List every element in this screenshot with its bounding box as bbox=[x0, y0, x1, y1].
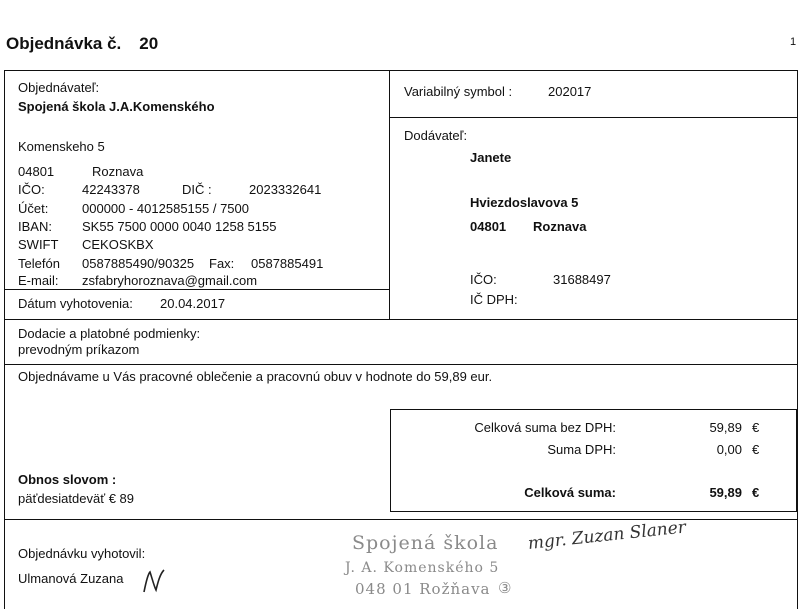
orderer-label: Objednávateľ: bbox=[18, 80, 100, 95]
orderer-ico-label: IČO: bbox=[18, 182, 45, 197]
issue-date: 20.04.2017 bbox=[160, 296, 226, 311]
orderer-dic: 2023332641 bbox=[249, 182, 322, 197]
orderer-name: Spojená škola J.A.Komenského bbox=[18, 99, 215, 114]
supplier-label: Dodávateľ: bbox=[404, 128, 468, 143]
orderer-iban: SK55 7500 0000 0040 1258 5155 bbox=[82, 219, 277, 234]
initials-signature bbox=[140, 566, 170, 596]
orderer-ico: 42243378 bbox=[82, 182, 140, 197]
orderer-swift: CEKOSKBX bbox=[82, 237, 154, 252]
terms-value: prevodným príkazom bbox=[18, 342, 140, 357]
stamp-line-2: J. A. Komenského 5 bbox=[345, 560, 500, 576]
supplier-city: Roznava bbox=[533, 219, 587, 234]
order-number: 20 bbox=[139, 34, 159, 53]
orderer-phone: 0587885490/90325 bbox=[82, 256, 195, 271]
left-border bbox=[4, 70, 5, 609]
total-without-vat: 59,89 bbox=[709, 420, 742, 435]
orderer-street: Komenskeho 5 bbox=[18, 139, 105, 154]
orderer-iban-label: IBAN: bbox=[18, 219, 52, 234]
supplier-zip: 04801 bbox=[470, 219, 507, 234]
supplier-icdph-label: IČ DPH: bbox=[470, 292, 518, 307]
date-divider bbox=[4, 289, 390, 290]
orderer-phone-label: Telefón bbox=[18, 256, 60, 271]
vat-amount: 0,00 bbox=[716, 442, 742, 457]
variable-symbol-value: 202017 bbox=[548, 84, 592, 99]
supplier-street: Hviezdoslavova 5 bbox=[470, 195, 579, 210]
supplier-ico: 31688497 bbox=[553, 272, 611, 287]
stamp-line-3: 048 01 Rožňava bbox=[355, 580, 491, 598]
page-number: 1 bbox=[790, 36, 797, 48]
terms-top-divider bbox=[4, 319, 798, 320]
grand-total-label: Celková suma: bbox=[524, 485, 616, 500]
orderer-dic-label: DIČ : bbox=[182, 182, 212, 197]
orderer-fax: 0587885491 bbox=[251, 256, 324, 271]
issued-by-label: Objednávku vyhotovil: bbox=[18, 546, 146, 561]
orderer-swift-label: SWIFT bbox=[18, 237, 59, 252]
currency-2: € bbox=[752, 442, 760, 457]
middle-divider bbox=[389, 70, 390, 320]
right-border bbox=[797, 70, 798, 609]
supplier-name: Janete bbox=[470, 150, 512, 165]
stamp-line-1: Spojená škola bbox=[352, 532, 499, 554]
grand-total: 59,89 bbox=[709, 485, 742, 500]
signature: mgr. Zuzan Slaner bbox=[526, 517, 687, 554]
terms-label: Dodacie a platobné podmienky: bbox=[18, 326, 201, 341]
title-label: Objednávka č. bbox=[6, 34, 122, 53]
variable-symbol-label: Variabilný symbol : bbox=[404, 84, 513, 99]
vs-divider bbox=[390, 117, 798, 118]
currency-3: € bbox=[752, 485, 760, 500]
order-text-divider bbox=[4, 364, 798, 365]
total-without-vat-label: Celková suma bez DPH: bbox=[474, 420, 616, 435]
stamp-mark: ③ bbox=[498, 579, 512, 597]
issued-by-name: Ulmanová Zuzana bbox=[18, 571, 124, 586]
top-border bbox=[4, 70, 798, 71]
issue-date-label: Dátum vyhotovenia: bbox=[18, 296, 133, 311]
supplier-ico-label: IČO: bbox=[470, 272, 497, 287]
order-text: Objednávame u Vás pracovné oblečenie a pracovnú obuv v hodnote do 59,89 eur. bbox=[18, 369, 493, 384]
document-title bbox=[6, 34, 158, 54]
orderer-account-label: Účet: bbox=[18, 201, 49, 216]
orderer-account: 000000 - 4012585155 / 7500 bbox=[82, 201, 249, 216]
currency-1: € bbox=[752, 420, 760, 435]
orderer-email-label: E-mail: bbox=[18, 273, 59, 288]
orderer-fax-label: Fax: bbox=[209, 256, 235, 271]
orderer-email: zsfabryhoroznava@gmail.com bbox=[82, 273, 258, 288]
vat-label: Suma DPH: bbox=[547, 442, 616, 457]
orderer-city: Roznava bbox=[92, 164, 144, 179]
in-words-label: Obnos slovom : bbox=[18, 472, 117, 487]
in-words-value: päťdesiatdeväť € 89 bbox=[18, 491, 135, 506]
orderer-zip: 04801 bbox=[18, 164, 55, 179]
